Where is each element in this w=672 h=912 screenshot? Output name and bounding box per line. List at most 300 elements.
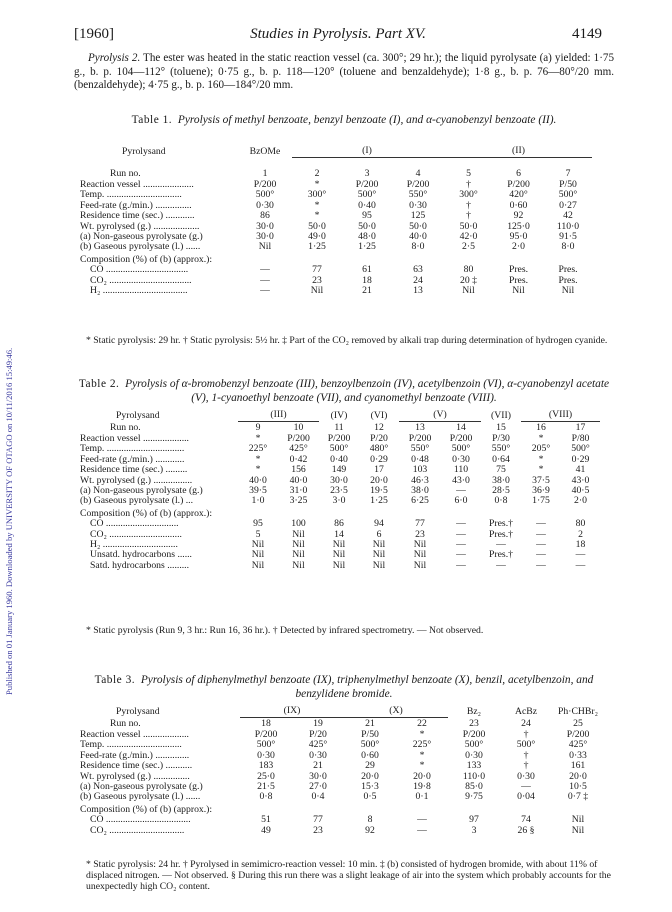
table2-data-cell: * [538,464,544,476]
table1-data-cell: 550° [408,189,428,201]
table2-composition-label: Composition (%) of (b) (approx.): [80,507,213,519]
table1-data-cell: 125·0 [507,220,530,232]
table3-data-cell: 20·0 [413,770,431,782]
table1-footnote-text: * Static pyrolysis: 29 hr. † Static pyrolysis: 5½ hr. ‡ Part of the CO₂ removed by alkali trap during determination of hydrogen cyanide. [86,335,608,346]
table2-comp-cell: 14 [334,528,344,540]
table1-data-cell: 50·0 [459,220,478,232]
table1-comp-cell: 23 [312,274,322,286]
table1-run: 3 [364,167,370,179]
table1-comp-cell: Pres. [558,274,578,286]
table2-run: 15 [496,421,506,433]
table2-comp-cell: — [456,528,466,540]
table2-group: (III) [238,410,319,422]
table3-data-cell: 500° [256,739,276,751]
table2-comp-cell: Pres.† [489,518,513,530]
table3-comp-cell: — [417,814,427,826]
table2-comp-cell: Nil [251,559,265,571]
table1-pyrolysand-label: Pyrolysand [122,145,166,157]
table1-comp-cell: Nil [561,284,575,296]
table2-data-cell: * [255,464,261,476]
table1-data-row-label: Residence time (sec.) ............ [80,210,195,222]
table1-data-cell: 1·25 [358,241,376,253]
table3-comp-cell: 77 [313,814,323,826]
table3-data-cell: 19·8 [413,781,431,793]
table3-data-cell: 0·4 [311,791,325,803]
table1-data-row [80,211,592,221]
table1-data-cell: P/200 [253,178,277,190]
table1-data-cell: 91·5 [559,230,577,242]
table2-group: (VIII) [521,410,600,422]
table3-comp-cell: 49 [261,824,271,836]
table2-data-cell: 480° [369,443,389,455]
table1-data-cell: † [466,199,471,211]
table2-data-cell: 1·0 [251,495,265,507]
table3-data-cell: P/200 [566,729,590,740]
table1-data-cell: 0·30 [256,199,274,211]
page-number: 4149 [572,26,602,42]
table2-data-cell: 0·48 [411,453,429,465]
table1-data-cell: 40·0 [409,230,427,242]
table2-data-row-label: Temp. ................................ [80,443,185,455]
table3-data-cell: P/50 [361,729,379,740]
table3-run: 18 [261,718,271,729]
table2-comp-cell: 94 [374,518,384,530]
table3-data-row-label: (a) Non-gaseous pyrolysate (g.) [80,781,203,793]
table1-data-row [80,242,592,252]
table2-comp-cell: Nil [413,539,427,551]
table1-data-cell: P/200 [406,178,430,190]
table1-data-cell: 49·0 [308,230,326,242]
table2-data-cell: 43·0 [571,474,590,486]
table3-data-cell: 20·0 [361,770,379,782]
table2-data-cell: 41 [575,464,586,476]
table1-data-row-label: Reaction vessel ..................... [80,178,194,190]
table2-data-cell: 0·40 [330,453,348,465]
table3-run: 25 [573,717,583,729]
table2-comp-cell: — [536,539,546,551]
table3-data-cell: * [419,749,425,761]
table2-comp-cell: Nil [292,549,305,561]
table1-comp-cell: 20 ‡ [460,274,477,286]
table2-comp-cell: — [536,518,546,530]
table1-data-cell: 2·5 [462,241,475,253]
table1-comp-cell: 21 [362,284,372,296]
table2-data-row-label: (b) Gaseous pyrolysate (l.) ... [80,495,193,507]
table3-pyrolysand-label: Pyrolysand [116,705,160,717]
table2-data-cell: 425° [289,443,308,455]
table3-run: 23 [469,717,479,729]
table1-data-cell: P/200 [355,178,379,190]
table1-comp-row [80,286,592,296]
table2-run: 12 [374,421,384,433]
table3-data-cell: 500° [516,739,536,751]
table1-data-cell: 95·0 [509,230,528,242]
table2-comp-cell: — [456,549,466,561]
table2-data-cell: P/200 [449,433,473,444]
table2-data-cell: 110 [453,464,469,476]
table1-group-3: (II) [512,145,525,157]
table3-label: Table 3. [94,674,136,686]
table2-data-cell: 550° [491,443,511,455]
table3-data-cell: 0·5 [363,791,377,803]
table2-data-cell: 1·25 [370,495,388,507]
table2-data-cell: 103 [412,464,428,476]
table2-run: 11 [334,421,344,433]
table2-group: (V) [399,410,481,422]
table3-footnote [74,860,614,892]
table3-data-cell: 10·5 [569,781,587,793]
table2-comp-cell: Pres.† [489,528,513,540]
table2-data-cell: 30·0 [330,474,348,486]
table1-data-row-label: (a) Non-gaseous pyrolysate (g.) [80,230,203,242]
table3-data-cell: 425° [308,739,328,751]
table3-data-cell: 110·0 [462,770,486,782]
table3-data-cell: † [523,729,529,740]
table2-comp-cell: Nil [413,559,427,571]
table1-group-1: BzOMe [249,145,281,157]
table3-comp-cell: 8 [367,814,373,826]
table2-data-cell: P/200 [327,433,351,444]
table3-data-row-label: (b) Gaseous pyrolysate (l.) ...... [80,791,201,803]
table3-run: 22 [417,718,427,729]
table2-data-cell: 36·9 [532,485,550,497]
table1-comp-cell: 24 [413,274,423,286]
table1-data-row-label: Temp. ............................... [80,189,182,201]
table2-data-cell: — [456,485,466,497]
table2-comp-row-label: CO₂ .............................. [90,528,182,540]
table2-comp-cell: — [496,559,506,571]
table2-data-cell: 0·30 [452,453,470,465]
table2-comp-cell: 5 [255,528,261,540]
table2-data-cell: 75 [496,464,506,476]
table2-pyrolysand-label: Pyrolysand [116,409,160,421]
table3-data-cell: 0·7 ‡ [567,791,589,803]
table2-data-cell: 40·5 [571,485,590,497]
table1 [80,146,592,296]
table1-data-cell: 8·0 [411,241,425,253]
table1-data-cell: 8·0 [561,241,575,253]
table2-data-row [80,496,600,506]
table2-comp-cell: — [536,549,546,561]
table2-run: 14 [456,422,466,433]
table2-data-cell: 19·5 [370,485,388,497]
table2-comp-cell: 86 [334,518,344,530]
table3-data-cell: 21 [313,760,323,772]
table1-data-cell: 50·0 [308,220,326,232]
table1-comp-cell: Nil [462,284,475,296]
table3-group: (X) [344,706,448,718]
table2-data-cell: * [255,453,261,465]
table1-data-row-label: (b) Gaseous pyrolysate (l.) ...... [80,241,201,253]
table2-comp-cell: Pres.† [489,549,513,561]
table1-caption [74,114,614,128]
table1-data-cell: 0·27 [559,199,577,211]
table2-data-cell: 205° [531,443,551,455]
table3-data-cell: * [419,760,425,772]
table2-data-cell: 0·42 [289,453,308,465]
table1-data-cell: 500° [558,189,578,201]
table3-data-cell: 0·04 [517,791,535,803]
table3-data-cell: 425° [568,739,588,751]
table2-run: 17 [575,422,586,433]
table3-comp-cell: Nil [571,824,585,836]
table3-group: AcBz [514,705,538,717]
table1-comp-row [80,265,592,275]
table3-run-label: Run no. [110,717,141,729]
table1-data-cell: 0·60 [509,199,528,211]
table1-data-cell: 30·0 [256,230,274,242]
table3-data-cell: 161 [570,760,586,772]
table2-data-cell: 156 [291,464,306,476]
table1-data-cell: * [314,199,320,211]
table2-data-cell: 46·3 [411,474,429,486]
table1-comp-cell: Nil [310,284,324,296]
table3-comp-cell: 23 [313,824,323,836]
table3-comp-cell: 3 [471,824,477,836]
table1-data-cell: 300° [307,189,327,201]
table2-data-cell: 38·0 [492,474,510,486]
table2-data-cell: 225° [248,443,268,455]
table1-data-cell: 92 [513,210,524,222]
table1-comp-cell: Pres. [508,264,529,276]
table3-data-row-label: Temp. ............................... [80,739,182,751]
table2-data-cell: 43·0 [452,474,470,486]
table2-data-cell: 17 [374,464,384,476]
table2-comp-cell: Nil [251,539,265,551]
table2-comp-cell: Nil [292,539,305,551]
table3-data-cell: 15·3 [361,781,379,793]
table2-comp-cell: Nil [372,559,386,571]
table2-comp-cell: — [536,559,546,571]
table2-footnote-text: * Static pyrolysis (Run 9, 3 hr.: Run 16, 36 hr.). † Detected by infrared spectrometry. — Not observed. [86,625,484,636]
table3-data-cell: 225° [412,739,432,751]
table2-data-cell: * [255,433,261,444]
table2-comp-cell: 95 [253,518,263,530]
table1-group-row [80,146,592,158]
table1-data-cell: 125 [410,210,426,222]
table2 [80,410,600,571]
table3-data-cell: 0·30 [517,770,535,782]
table1-data-cell: 0·30 [409,199,427,211]
table2-caption [74,378,614,405]
table1-comp-cell: Pres. [558,264,578,276]
table2-data-row-label: Residence time (sec.) ......... [80,464,188,476]
table1-footnote [74,336,614,347]
table2-comp-cell: Nil [372,549,386,561]
intro-text: The ester was heated in the static reaction vessel (ca. 300°; 29 hr.); the liquid pyrolysate (a) yielded: 1·75 g., b. p. 104—112° (toluene); 0·75 g., b. p. 118—120° (toluene and benzaldehyde); 1·8 g., b. p. 76—80°/20 mm. (benzaldehyde); 4·75 g., b. p. 160—184°/20 mm. [74,52,614,92]
table1-data-cell: 2·0 [512,241,525,253]
table2-comp-cell: Nil [372,539,386,551]
table2-footnote [74,626,614,637]
table2-comp-cell: 2 [578,528,583,540]
table1-data-cell: * [314,210,320,222]
table1-data-cell: 50·0 [409,220,427,232]
table3 [80,706,604,836]
running-header [74,26,602,44]
table3-data-cell: * [419,729,425,740]
table1-data-cell: 0·40 [358,199,376,211]
table1-comp-cell: Nil [512,284,525,296]
table3-data-cell: 0·33 [569,749,587,761]
table2-data-cell: 39·5 [249,485,267,497]
table3-caption [74,674,614,701]
table1-data-cell: 500° [357,189,377,201]
table2-comp-cell: Nil [332,559,346,571]
table3-data-cell: 500° [360,739,380,751]
header-year: [1960] [74,26,114,42]
table1-data-cell: † [466,178,471,190]
table3-data-cell: 0·8 [259,791,273,803]
table2-group: (VI) [370,409,388,421]
table3-group-row [80,706,604,718]
table3-comp-cell: Nil [571,814,585,826]
table3-data-cell: P/200 [254,729,278,740]
table3-run: 21 [365,718,375,729]
table3-data-cell: 0·30 [465,749,483,761]
table2-comp-cell: — [496,539,506,551]
table2-comp-row-label: CO .............................. [90,518,179,530]
table3-data-cell: 0·30 [257,749,275,761]
table2-comp-row-label: Unsatd. hydrocarbons ...... [90,549,192,561]
table3-data-cell: † [523,760,529,772]
table2-comp-cell: 18 [575,539,586,551]
table1-data-cell: 300° [459,189,478,201]
table2-data-cell: 500° [329,443,349,455]
table1-comp-cell: 61 [362,264,372,276]
table2-data-cell: 40·0 [249,474,267,486]
table1-data-row-label: Feed-rate (g./min.) ............... [80,199,192,211]
intro-paragraph [74,52,614,93]
table1-group-2: (I) [362,145,372,157]
table2-comp-cell: — [575,549,586,561]
table3-data-cell: 500° [464,739,484,751]
table1-run: 1 [262,167,268,179]
table2-comp-cell: Nil [413,549,427,561]
table2-comp-cell: Nil [332,549,346,561]
table1-comp-cell: — [260,264,270,276]
table2-data-cell: 31·0 [289,485,308,497]
table2-run: 13 [415,422,425,433]
table2-group: (VII) [491,409,511,421]
table3-comp-cell: 26 § [517,824,535,836]
table1-title: Pyrolysis of methyl benzoate, benzyl benzoate (I), and α-cyanobenzyl benzoate (II). [177,114,557,126]
table1-comp-cell: 80 [463,264,474,276]
table2-comp-cell: Nil [332,539,346,551]
table3-data-cell: 25·0 [257,770,275,782]
table2-data-cell: * [538,433,544,444]
table1-comp-cell: 13 [413,284,423,296]
table2-comp-cell: Nil [292,528,305,540]
table3-title: Pyrolysis of diphenylmethyl benzoate (IX), triphenylmethyl benzoate (X), benzil, acetylbenzoin, and benzylidene bromide. [140,674,594,700]
table2-data-cell: 0·64 [492,453,510,465]
table1-comp-row-label: CO₂ .................................. [90,274,192,286]
table1-data-cell: 110·0 [556,220,580,232]
table1-run: 6 [516,167,521,179]
table2-comp-row-label: Satd. hydrocarbons ......... [90,559,190,571]
table2-title: Pyrolysis of α-bromobenzyl benzoate (III), benzoylbenzoin (IV), acetylbenzoin (VI), α-cyanobenzyl acetate (V), 1-cyanoethyl benzoate (VII), and cyanomethyl benzoate (VIII). [125,378,610,404]
table2-comp-cell: 6 [376,528,382,540]
table3-group: Ph·CHBr₂ [558,705,598,717]
table3-data-cell: 133 [466,760,482,772]
table3-data-cell: 0·1 [415,791,429,803]
table2-data-cell: 38·0 [411,485,429,497]
table3-comp-cell: — [417,824,427,836]
table2-data-cell: 28·5 [492,485,510,497]
table2-data-cell: 2·0 [574,495,587,507]
table2-data-cell: 6·0 [454,495,468,507]
table3-comp-row-label: CO ................................... [90,814,191,826]
table3-data-row-label: Feed-rate (g./min.) .............. [80,749,190,761]
table2-data-row-label: (a) Non-gaseous pyrolysate (g.) [80,485,203,497]
table2-label: Table 2. [78,378,120,390]
table3-comp-row [80,826,604,836]
table3-group: (IX) [240,706,344,718]
table1-data-cell: 42·0 [459,230,478,242]
table2-comp-row [80,561,600,571]
table3-data-row-label: Reaction vessel ................... [80,729,189,740]
table2-comp-cell: 23 [415,528,425,540]
table2-data-cell: 37·5 [532,474,550,486]
table2-data-cell: 500° [571,443,590,455]
table1-data-cell: 42 [563,210,573,222]
table1-comp-row-label: CO .................................. [90,264,189,276]
table2-data-cell: 149 [331,464,347,476]
table2-data-cell: P/80 [571,433,590,444]
table3-data-cell: 20·0 [569,770,587,782]
table2-data-cell: 0·29 [370,453,388,465]
table2-data-cell: P/200 [408,433,432,444]
table2-comp-cell: — [536,528,546,540]
table3-data-cell: 0·30 [309,749,327,761]
table2-data-cell: 40·0 [289,474,308,486]
table2-comp-cell: — [456,539,466,551]
table2-data-cell: 3·0 [332,495,346,507]
table1-run: 5 [466,167,471,179]
table1-data-cell: † [466,210,471,222]
table3-data-cell: 0·60 [361,749,379,761]
table1-data-cell: 86 [260,210,270,222]
table1-comp-cell: Pres. [508,274,529,286]
table2-data-cell: 23·5 [330,485,348,497]
table2-comp-cell: 80 [575,518,586,530]
table1-comp-cell: 63 [413,264,423,276]
table3-data-cell: 85·0 [465,781,483,793]
table2-group: (IV) [330,409,348,421]
table2-data-cell: P/30 [492,433,510,444]
table3-data-cell: 9·75 [465,791,483,803]
table1-label: Table 1. [131,114,173,126]
table1-data-cell: 30·0 [256,220,274,232]
table2-data-row-label: Feed-rate (g./min.) ............ [80,453,185,465]
table1-comp-cell: — [260,274,270,286]
table2-comp-row-label: H₂ ............................... [90,539,178,551]
table1-data-cell: * [314,178,320,190]
table1-comp-cell: 18 [362,274,372,286]
table3-comp-cell: 51 [261,814,271,826]
table2-run: 9 [255,422,261,433]
table3-composition-label: Composition (%) of (b) (approx.): [80,803,213,815]
table2-comp-cell: — [456,559,466,571]
table3-run: 24 [521,717,531,729]
table2-data-cell: * [538,453,544,465]
table3-data-cell: 30·0 [309,770,327,782]
table3-run: 19 [313,718,323,729]
table1-brace-i [292,158,444,168]
table1-comp-cell: 77 [312,264,322,276]
table1-run-label: Run no. [110,167,141,179]
table1-run: 2 [314,167,320,179]
table3-data-cell: 29 [365,760,375,772]
